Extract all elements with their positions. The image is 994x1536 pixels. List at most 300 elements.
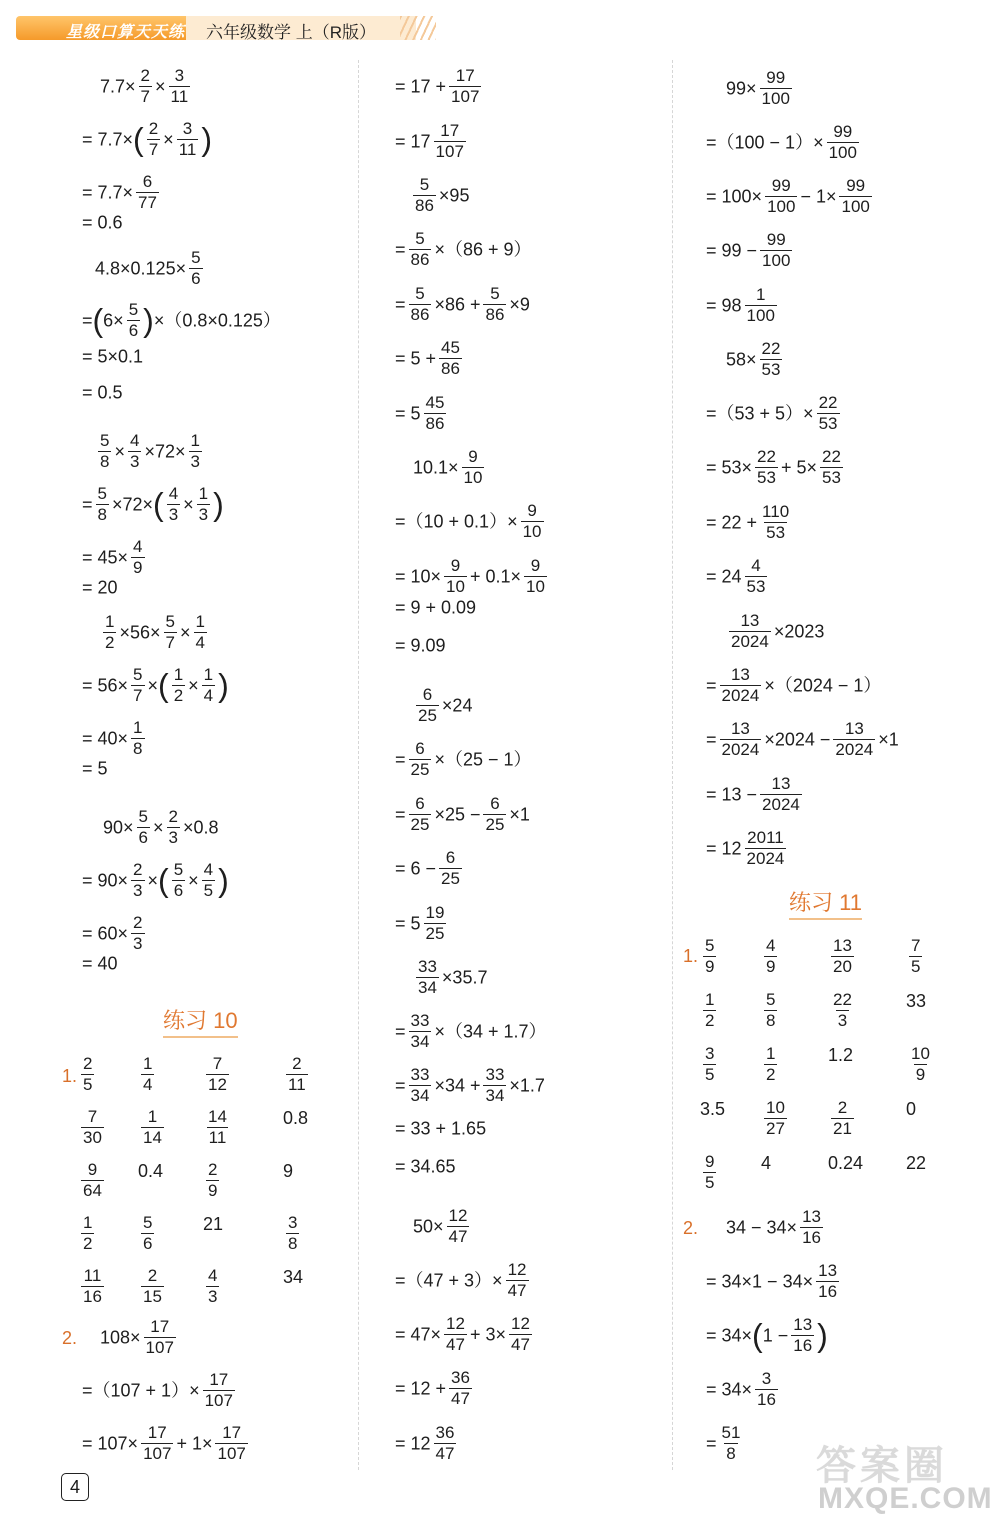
fraction: [141, 1423, 173, 1464]
bracket: ): [213, 486, 224, 523]
math-text: ×: [147, 870, 159, 891]
fraction: [820, 447, 843, 488]
math-line: [82, 860, 229, 901]
fraction: [286, 1054, 308, 1095]
denominator: 25: [418, 706, 437, 725]
fraction: [172, 665, 185, 706]
math-line: [95, 248, 206, 289]
numerator: 17: [222, 1423, 242, 1442]
math-text: = 17 +: [395, 76, 447, 97]
numerator: 5: [415, 229, 425, 248]
answer-cell: [138, 1107, 167, 1148]
numerator: 22: [757, 447, 776, 466]
answer-value: 34: [283, 1267, 304, 1287]
denominator: 34: [485, 1086, 505, 1105]
fraction: [703, 1152, 716, 1193]
fraction: [720, 1423, 743, 1464]
numerator: 6: [415, 794, 425, 813]
denominator: 12: [208, 1075, 227, 1094]
math-line: [706, 719, 899, 760]
numerator: 33: [418, 957, 437, 976]
math-text: ×1: [878, 729, 899, 750]
denominator: 7: [148, 140, 159, 159]
math-line: [395, 556, 550, 597]
math-line: [82, 484, 224, 525]
fraction: [409, 284, 432, 325]
fraction: [817, 393, 840, 434]
denominator: 53: [757, 468, 776, 487]
denominator: 107: [435, 142, 464, 161]
numerator: 5: [97, 484, 107, 503]
math-text: = 6 −: [395, 858, 437, 879]
math-line: [395, 1368, 475, 1409]
math-text: ×56×: [119, 622, 161, 643]
numerator: 6: [490, 794, 500, 813]
fraction: [169, 66, 191, 107]
math-text: ×（34 + 1.7）: [434, 1021, 547, 1042]
math-text: = 12 +: [395, 1378, 447, 1399]
math-text: =: [395, 294, 406, 315]
numerator: 22: [761, 339, 781, 358]
math-text: = 7.7×: [82, 129, 134, 150]
math-line: [395, 1154, 456, 1177]
denominator: 2024: [721, 686, 760, 705]
fraction: [449, 1368, 472, 1409]
fraction: [434, 121, 466, 162]
numerator: 1: [705, 990, 715, 1009]
denominator: 27: [766, 1119, 785, 1138]
numerator: 11: [83, 1266, 102, 1285]
numerator: 99: [766, 68, 786, 87]
math-line: [706, 774, 805, 815]
math-line: [395, 633, 446, 656]
math-line: [395, 794, 530, 835]
numerator: 4: [133, 537, 143, 556]
answer-cell: [203, 1266, 222, 1307]
denominator: 10: [522, 522, 542, 541]
numerator: 5: [415, 284, 425, 303]
numerator: 1: [133, 718, 143, 737]
math-text: = 12: [395, 1433, 431, 1454]
math-text: = 33 + 1.65: [395, 1118, 487, 1139]
denominator: 53: [761, 360, 781, 379]
fraction: [444, 1314, 467, 1355]
math-text: ×: [188, 870, 199, 891]
numerator: 9: [468, 447, 478, 466]
math-text: ×: [179, 622, 191, 643]
fraction: [128, 431, 141, 472]
numerator: 1: [83, 1213, 93, 1232]
math-text: = 45×: [82, 547, 129, 568]
math-text: = 5×0.1: [82, 346, 144, 367]
page-number: 4: [61, 1473, 89, 1501]
fraction: [760, 774, 802, 815]
numerator: 33: [485, 1065, 505, 1084]
watermark: [800, 1430, 993, 1530]
math-text: ×: [155, 76, 166, 97]
fraction: [703, 1044, 716, 1085]
denominator: 2: [705, 1011, 715, 1030]
math-line: [413, 685, 472, 726]
section-title-ex11: [789, 886, 862, 920]
numerator: 1: [147, 1107, 158, 1126]
fraction: [98, 431, 111, 472]
numerator: 17: [147, 1423, 167, 1442]
denominator: 9: [705, 957, 715, 976]
denominator: 7: [133, 686, 143, 705]
fraction: [462, 447, 485, 488]
math-line: [706, 447, 846, 488]
denominator: 107: [143, 1444, 172, 1463]
numerator: 1: [173, 665, 184, 684]
denominator: 3: [198, 505, 209, 524]
answer-cell: [828, 1098, 857, 1139]
question-number: 1.: [62, 1066, 78, 1086]
numerator: 1: [195, 612, 205, 631]
math-line: [82, 1370, 238, 1411]
fraction: [127, 300, 140, 341]
denominator: 34: [418, 978, 437, 997]
math-line: [706, 1261, 842, 1302]
numerator: 45: [441, 338, 460, 357]
math-line: [100, 1317, 179, 1358]
math-line: [395, 595, 476, 618]
numerator: 99: [766, 230, 786, 249]
bracket: ): [218, 667, 229, 704]
denominator: 4: [203, 686, 214, 705]
fraction: [765, 176, 797, 217]
math-line: [395, 501, 547, 542]
math-text: =（10 + 0.1）×: [395, 511, 518, 532]
math-text: 99×: [726, 78, 757, 99]
denominator: 8: [766, 1011, 776, 1030]
denominator: 11: [288, 1075, 306, 1094]
numerator: 99: [833, 122, 853, 141]
math-text: =（100 − 1）×: [706, 132, 824, 153]
fraction: [141, 1054, 154, 1095]
math-line: [706, 828, 789, 869]
numerator: 2: [133, 860, 143, 879]
denominator: 7: [140, 87, 151, 106]
answer-cell: [700, 990, 719, 1031]
denominator: 3: [190, 452, 200, 471]
math-text: 58×: [726, 349, 757, 370]
math-text: ×95: [438, 185, 470, 206]
math-line: [706, 1369, 781, 1410]
numerator: 1: [105, 612, 115, 631]
math-text: = 34.65: [395, 1156, 456, 1177]
math-line: [726, 68, 795, 109]
fraction: [202, 860, 215, 901]
bracket: (: [92, 302, 104, 339]
fraction: [424, 903, 447, 944]
answer-cell: [203, 1054, 232, 1095]
fraction: [131, 718, 144, 759]
answer-value: 4: [761, 1153, 772, 1173]
column-divider: [358, 60, 359, 1470]
fraction: [833, 719, 875, 760]
bracket: (: [133, 121, 144, 158]
numerator: 17: [209, 1370, 229, 1389]
numerator: 1: [203, 665, 214, 684]
math-text: 90×: [103, 817, 134, 838]
bracket: ): [218, 862, 229, 899]
numerator: 2: [140, 66, 151, 85]
numerator: 10: [911, 1044, 930, 1063]
answer-value: 1.2: [828, 1045, 854, 1065]
fraction: [206, 1054, 229, 1095]
numerator: 1: [198, 484, 209, 503]
denominator: 3: [168, 505, 179, 524]
bracket: ): [201, 121, 212, 158]
fraction: [447, 1206, 470, 1247]
denominator: 34: [410, 1032, 430, 1051]
math-line: [100, 612, 210, 653]
denominator: 34: [410, 1086, 430, 1105]
denominator: 21: [833, 1119, 852, 1138]
answer-cell: [700, 936, 719, 977]
fraction: [81, 1266, 104, 1307]
math-line: [100, 66, 193, 107]
math-line: [706, 665, 881, 706]
math-line: [95, 431, 205, 472]
answer-cell: [906, 1152, 926, 1174]
series-title: 星级口算天天练: [66, 24, 186, 41]
answer-cell: [700, 1044, 719, 1085]
fraction: [909, 936, 922, 977]
answer-cell: [203, 1213, 223, 1235]
numerator: 6: [422, 685, 433, 704]
math-text: = 98: [706, 295, 742, 316]
numerator: 2: [133, 913, 143, 932]
fraction: [96, 484, 109, 525]
math-text: ×24: [441, 695, 473, 716]
answer-cell: [828, 1044, 853, 1066]
answer-cell: [283, 1213, 302, 1254]
fraction: [81, 1107, 104, 1148]
math-text: ×: [153, 817, 164, 838]
numerator: 9: [450, 556, 461, 575]
denominator: 2024: [762, 795, 800, 814]
math-text: = 90×: [82, 870, 129, 891]
math-text: + 0.1×: [469, 566, 522, 587]
denominator: 11: [208, 1128, 227, 1147]
denominator: 3: [837, 1011, 848, 1030]
math-text: ×: [188, 675, 199, 696]
fraction: [409, 739, 432, 780]
fraction: [703, 936, 716, 977]
fraction: [103, 612, 116, 653]
denominator: 53: [822, 468, 841, 487]
fraction: [760, 502, 791, 543]
numerator: 13: [793, 1315, 813, 1334]
question-number: 1.: [683, 946, 699, 966]
fraction: [206, 1266, 219, 1307]
answer-cell: [761, 1044, 780, 1085]
math-text: = 5: [395, 913, 421, 934]
fraction: [409, 1065, 432, 1106]
math-text: =: [706, 675, 717, 696]
fraction: [177, 119, 199, 160]
denominator: 25: [425, 924, 445, 943]
numerator: 9: [527, 501, 537, 520]
numerator: 17: [440, 121, 460, 140]
math-text: 10.1×: [413, 457, 459, 478]
math-line: [82, 380, 123, 403]
fraction: [524, 556, 547, 597]
numerator: 2: [837, 1098, 848, 1117]
math-text: = 100×: [706, 186, 763, 207]
math-text: = 53×: [706, 457, 753, 478]
fraction: [286, 1213, 299, 1254]
fraction: [909, 1044, 932, 1085]
math-text: ×: [114, 441, 125, 462]
fraction: [197, 484, 210, 525]
numerator: 4: [203, 860, 214, 879]
answer-cell: [283, 1266, 303, 1288]
denominator: 11: [170, 87, 189, 106]
fraction: [764, 936, 777, 977]
fraction: [760, 230, 792, 271]
numerator: 3: [174, 66, 185, 85]
math-text: ×（86 + 9）: [434, 239, 532, 260]
denominator: 25: [485, 815, 505, 834]
numerator: 22: [822, 447, 841, 466]
numerator: 4: [766, 936, 776, 955]
fraction: [167, 484, 180, 525]
math-text: =: [706, 1433, 717, 1454]
numerator: 6: [415, 739, 425, 758]
denominator: 100: [761, 89, 790, 108]
math-line: [82, 1423, 251, 1464]
bracket: ): [817, 1317, 828, 1354]
bracket: (: [752, 1317, 763, 1354]
denominator: 86: [410, 305, 430, 324]
denominator: 15: [143, 1287, 162, 1306]
denominator: 20: [833, 957, 852, 976]
bracket: (: [158, 862, 169, 899]
numerator: 33: [410, 1011, 430, 1030]
numerator: 17: [150, 1317, 170, 1336]
numerator: 5: [766, 990, 776, 1009]
denominator: 25: [441, 869, 460, 888]
numerator: 4: [751, 556, 761, 575]
math-line: [413, 447, 487, 488]
fraction: [755, 447, 778, 488]
fraction: [409, 229, 432, 270]
math-text: 50×: [413, 1216, 444, 1237]
denominator: 8: [726, 1444, 736, 1463]
answer-cell: [138, 1213, 157, 1254]
denominator: 10: [526, 577, 545, 596]
fraction: [409, 1011, 432, 1052]
denominator: 10: [446, 577, 465, 596]
math-line: [395, 848, 465, 889]
math-text: = 24: [706, 566, 742, 587]
math-text: ×0.8: [183, 817, 219, 838]
math-text: =: [395, 749, 406, 770]
answer-value: 0.4: [138, 1161, 164, 1181]
fraction: [189, 431, 202, 472]
numerator: 2: [148, 119, 159, 138]
math-text: = 5 +: [395, 348, 437, 369]
math-text: =: [395, 804, 406, 825]
math-text: =（107 + 1）×: [82, 1380, 200, 1401]
math-text: − 1×: [800, 186, 837, 207]
numerator: 13: [833, 936, 852, 955]
section-title-text: 练习 10: [163, 1008, 238, 1033]
denominator: 16: [793, 1336, 813, 1355]
math-line: [706, 502, 794, 543]
numerator: 7: [87, 1107, 98, 1126]
fraction: [202, 665, 215, 706]
answer-cell: [138, 1266, 167, 1307]
math-line: [82, 718, 148, 759]
section-title-ex10: [163, 1004, 238, 1038]
numerator: 36: [435, 1423, 455, 1442]
denominator: 86: [485, 305, 505, 324]
math-text: ×25 −: [434, 804, 481, 825]
math-text: = 34×: [706, 1379, 753, 1400]
math-text: = 10×: [395, 566, 442, 587]
denominator: 3: [133, 881, 143, 900]
answer-value: 0.8: [283, 1108, 309, 1128]
fraction: [439, 338, 462, 379]
denominator: 5: [911, 957, 921, 976]
fraction: [136, 172, 159, 213]
math-text: ×: [163, 129, 174, 150]
math-text: = 13 −: [706, 784, 758, 805]
math-text: ×86 +: [434, 294, 481, 315]
denominator: 64: [83, 1181, 102, 1200]
denominator: 3: [208, 1287, 218, 1306]
fraction: [81, 1160, 104, 1201]
math-line: [413, 957, 487, 998]
fraction: [745, 556, 768, 597]
numerator: 19: [425, 903, 445, 922]
denominator: 30: [83, 1128, 102, 1147]
fraction: [816, 1261, 839, 1302]
math-text: ×（2024 − 1）: [764, 675, 882, 696]
answer-value: 0: [906, 1099, 917, 1119]
numerator: 6: [142, 172, 153, 191]
denominator: 2024: [746, 849, 785, 868]
math-line: [413, 1206, 472, 1247]
math-text: 4.8×0.125×: [95, 258, 187, 279]
math-line: [82, 210, 123, 233]
denominator: 8: [133, 739, 143, 758]
math-text: 34 − 34×: [726, 1217, 798, 1238]
math-text: 7.7×: [100, 76, 136, 97]
fraction: [745, 285, 777, 326]
math-line: [706, 1423, 745, 1464]
denominator: 6: [138, 828, 149, 847]
answer-cell: [283, 1107, 308, 1129]
denominator: 107: [204, 1391, 233, 1410]
fraction: [444, 556, 467, 597]
fraction: [449, 66, 481, 107]
numerator: 13: [818, 1261, 838, 1280]
numerator: 33: [410, 1065, 430, 1084]
math-text: + 5×: [780, 457, 818, 478]
numerator: 14: [208, 1107, 227, 1126]
fraction: [167, 807, 180, 848]
answer-cell: [78, 1054, 97, 1095]
math-text: ×（0.8×0.125）: [153, 310, 281, 331]
fraction: [839, 176, 871, 217]
math-line: [395, 1314, 535, 1355]
math-line: [82, 913, 148, 954]
